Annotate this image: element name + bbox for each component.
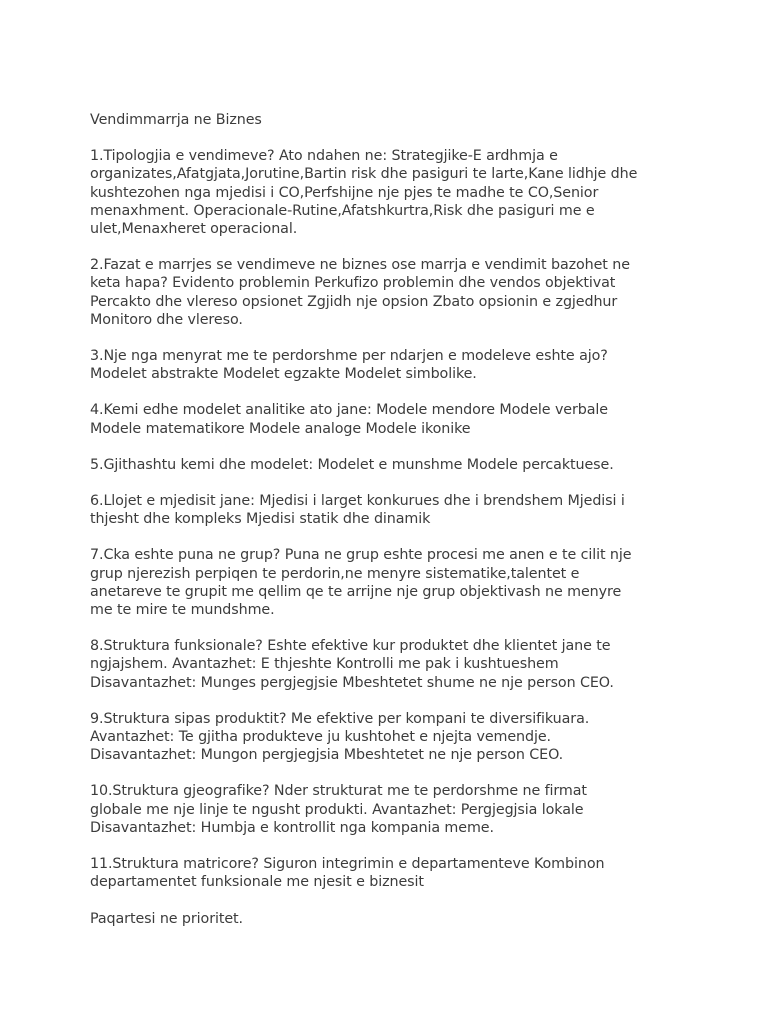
paragraph-2: 2.Fazat e marrjes se vendimeve ne biznes ose marrja e vendimit bazohet ne keta hapa? Evidento problemin Perkufizo problemin dhe vendos objektivat Percakto dhe vlereso opsionet Zgjidh nje opsion Zbato opsionin e zgjedhur Monitoro dhe vlereso. [90, 257, 630, 328]
paragraph-11: 11.Struktura matricore? Siguron integrimin e departamenteve Kombinon departamentet funksionale me njesit e biznesit [90, 856, 605, 891]
paragraph-1: 1.Tipologjia e vendimeve? Ato ndahen ne: Strategjike-E ardhmja e organizates,Afatgjata,Jorutine,Bartin risk dhe pasiguri te larte,Kane lidhje dhe kushtezohen nga mjedisi i CO,Perfshijne nje pjes te madhe te CO,Senior menaxhment. Operacionale-Rutine,Afatshkurtra,Risk dhe pasiguri me e ulet,Menaxheret operacional. [90, 148, 638, 238]
document-title: Vendimmarrja ne Biznes [90, 112, 262, 128]
paragraph-8: 8.Struktura funksionale? Eshte efektive kur produktet dhe klientet jane te ngjajshem. Avantazhet: E thjeshte Kontrolli me pak i kushtueshem Disavantazhet: Munges pergjegjsie Mbeshtetet shume ne nje person CEO. [90, 638, 614, 691]
paragraph-6: 6.Llojet e mjedisit jane: Mjedisi i larget konkurues dhe i brendshem Mjedisi i thjesht dhe kompleks Mjedisi statik dhe dinamik [90, 493, 625, 528]
paragraph-7: 7.Cka eshte puna ne grup? Puna ne grup eshte procesi me anen e te cilit nje grup njerezish perpiqen te perdorin,ne menyre sistematike,talentet e anetareve te grupit me qellim qe te arrijne nje grup objektivash ne menyre me te mire te mundshme. [90, 547, 632, 619]
document-body [90, 111, 680, 928]
paragraph-4: 4.Kemi edhe modelet analitike ato jane: Modele mendore Modele verbale Modele matematikore Modele analoge Modele ikonike [90, 402, 608, 437]
paragraph-5: 5.Gjithashtu kemi dhe modelet: Modelet e munshme Modele percaktuese. [90, 456, 614, 473]
paragraph-10: 10.Struktura gjeografike? Nder strukturat me te perdorshme ne firmat globale me nje linje te ngusht produkti. Avantazhet: Pergjegjsia lokale Disavantazhet: Humbja e kontrollit nga kompania meme. [90, 783, 587, 836]
paragraph-9: 9.Struktura sipas produktit? Me efektive per kompani te diversifikuara. Avantazhet: Te gjitha produkteve ju kushtohet e njejta vemendje. Disavantazhet: Mungon pergjegjsia Mbeshtetet ne nje person CEO. [90, 710, 590, 764]
paragraph-closing: Paqartesi ne prioritet. [90, 910, 243, 927]
paragraph-3: 3.Nje nga menyrat me te perdorshme per ndarjen e modeleve eshte ajo? Modelet abstrakte Modelet egzakte Modelet simbolike. [90, 348, 608, 383]
